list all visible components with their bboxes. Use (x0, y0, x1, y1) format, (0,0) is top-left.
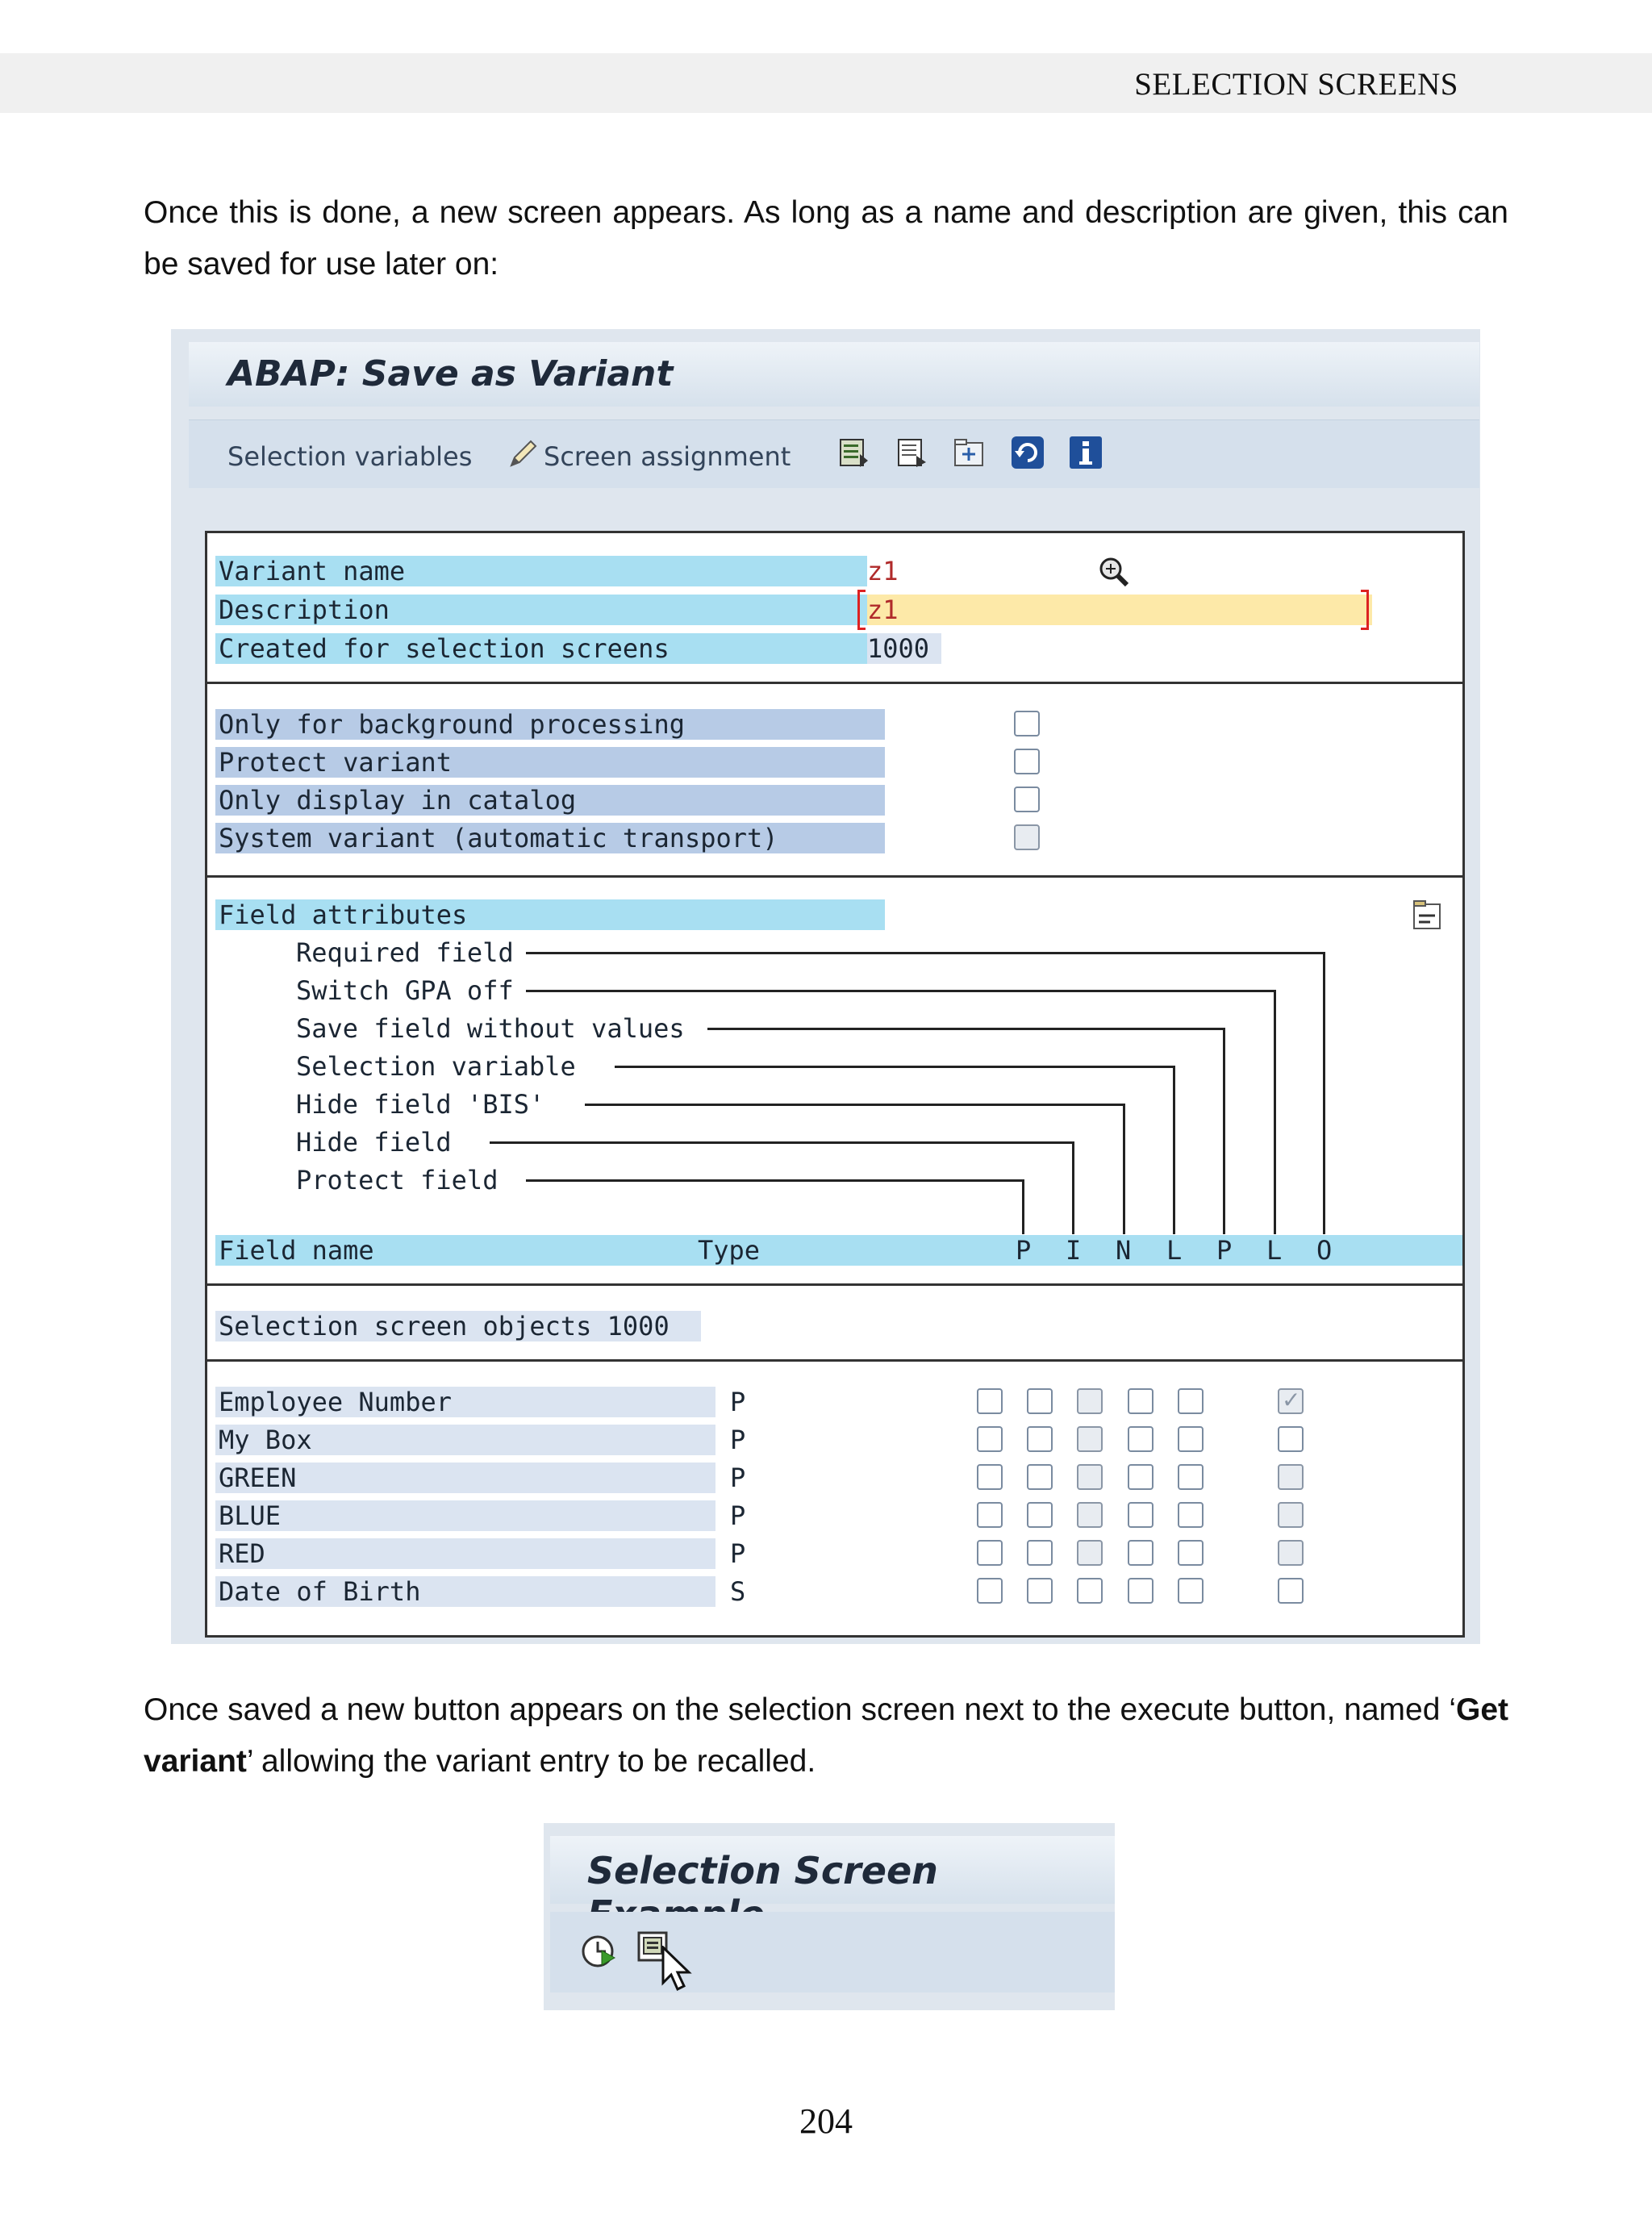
description-value: z1 (867, 595, 899, 625)
mouse-cursor-icon (660, 1946, 692, 1994)
connector-line (526, 990, 1276, 992)
row-checkbox[interactable] (1077, 1578, 1103, 1604)
column-o: O (1316, 1235, 1333, 1266)
connector-line (585, 1104, 1125, 1106)
row-checkbox[interactable] (977, 1388, 1003, 1414)
row-checkbox[interactable] (977, 1578, 1003, 1604)
created-for-value: 1000 (867, 633, 930, 664)
search-help-icon[interactable] (1096, 554, 1132, 590)
selection-screen-title-bar (550, 1836, 1115, 1904)
document-icon[interactable] (894, 435, 929, 470)
attributes-legend-icon[interactable] (1409, 898, 1445, 933)
variant-name-input[interactable] (867, 556, 1101, 586)
row-checkbox[interactable] (1178, 1426, 1204, 1452)
row-checkbox[interactable] (1128, 1578, 1153, 1604)
attr-required-field: Required field (296, 937, 514, 968)
selection-screen-toolbar (550, 1912, 1115, 1992)
row-checkbox[interactable] (1027, 1426, 1053, 1452)
attr-switch-gpa-off: Switch GPA off (296, 975, 514, 1006)
option-label: System variant (automatic transport) (215, 823, 885, 853)
row-checkbox[interactable] (1278, 1426, 1304, 1452)
row-checkbox[interactable] (1278, 1502, 1304, 1528)
row-type: P (730, 1538, 746, 1569)
row-checkbox[interactable] (1178, 1464, 1204, 1490)
connector-line (1123, 1104, 1125, 1234)
row-type: P (730, 1500, 746, 1531)
row-checkbox[interactable] (1077, 1540, 1103, 1566)
connector-line (615, 1066, 1175, 1068)
row-field-name: My Box (215, 1425, 715, 1455)
attr-selection-variable: Selection variable (296, 1051, 576, 1082)
type-header: Type (698, 1235, 761, 1266)
field-name-header: Field name (219, 1235, 374, 1266)
selection-screen-screenshot (544, 1823, 1115, 2010)
connector-line (1274, 990, 1276, 1234)
row-type: S (730, 1576, 746, 1607)
row-field-name: RED (215, 1538, 715, 1569)
row-checkbox[interactable] (1027, 1388, 1053, 1414)
selection-variables-button[interactable]: Selection variables (227, 441, 473, 472)
sap-screen-title: ABAP: Save as Variant (227, 353, 674, 394)
refresh-icon[interactable] (1010, 435, 1045, 470)
sap-toolbar (189, 419, 1479, 488)
objects-heading: Selection screen objects 1000 (215, 1311, 701, 1341)
column-n: N (1116, 1235, 1132, 1266)
variant-name-label: Variant name (215, 556, 867, 586)
row-checkbox[interactable] (1278, 1540, 1304, 1566)
connector-line (526, 1179, 1024, 1182)
row-checkbox-checked[interactable] (1278, 1388, 1304, 1414)
save-variant-screenshot (171, 329, 1480, 1644)
row-checkbox[interactable] (977, 1426, 1003, 1452)
selection-screen-title: Selection Screen (587, 1849, 938, 1892)
row-checkbox[interactable] (1128, 1502, 1153, 1528)
separator (207, 682, 1462, 684)
connector-line (490, 1141, 1074, 1144)
connector-line (1022, 1179, 1024, 1234)
connector-line (1173, 1066, 1175, 1234)
row-checkbox[interactable] (977, 1464, 1003, 1490)
row-type: P (730, 1387, 746, 1417)
row-checkbox[interactable] (1278, 1578, 1304, 1604)
connector-line (526, 952, 1325, 954)
sap-title-bar (189, 342, 1479, 407)
add-icon[interactable] (952, 435, 987, 470)
info-icon[interactable] (1068, 435, 1103, 470)
row-field-name: GREEN (215, 1462, 715, 1493)
catalog-only-checkbox[interactable] (1014, 787, 1040, 812)
row-field-name: Date of Birth (215, 1576, 715, 1607)
attr-protect-field: Protect field (296, 1165, 499, 1195)
row-checkbox[interactable] (1077, 1388, 1103, 1414)
row-checkbox[interactable] (1027, 1540, 1053, 1566)
row-checkbox[interactable] (977, 1540, 1003, 1566)
required-bracket-left (857, 590, 866, 630)
option-label: Only display in catalog (215, 785, 885, 816)
row-checkbox[interactable] (1128, 1388, 1153, 1414)
required-bracket-right (1361, 590, 1369, 630)
row-checkbox[interactable] (1077, 1464, 1103, 1490)
separator (207, 1283, 1462, 1286)
field-attributes-heading: Field attributes (215, 899, 885, 930)
connector-line (1223, 1028, 1225, 1234)
row-checkbox[interactable] (1128, 1426, 1153, 1452)
created-for-label: Created for selection screens (215, 633, 867, 664)
attr-save-without-values: Save field without values (296, 1013, 685, 1044)
column-l: L (1266, 1235, 1283, 1266)
screen-assignment-button[interactable]: Screen assignment (544, 441, 791, 472)
running-header (0, 53, 1652, 113)
row-checkbox[interactable] (1178, 1578, 1204, 1604)
save-icon[interactable] (836, 435, 871, 470)
option-label: Only for background processing (215, 709, 885, 740)
row-field-name: BLUE (215, 1500, 715, 1531)
column-p: P (1016, 1235, 1032, 1266)
attr-hide-field-bis: Hide field 'BIS' (296, 1089, 545, 1120)
connector-line (707, 1028, 1225, 1030)
column-i: I (1066, 1235, 1082, 1266)
row-type: P (730, 1425, 746, 1455)
protect-variant-checkbox[interactable] (1014, 749, 1040, 774)
separator (207, 875, 1462, 878)
paragraph-text: ’ allowing the variant entry to be recalled. (246, 1744, 816, 1779)
row-type: P (730, 1462, 746, 1493)
row-checkbox[interactable] (1128, 1540, 1153, 1566)
attr-hide-field: Hide field (296, 1127, 452, 1158)
row-checkbox[interactable] (1077, 1426, 1103, 1452)
paragraph-text: Once saved a new button appears on the selection screen next to the execute button, named ‘ (144, 1692, 1456, 1727)
variant-name-value: z1 (867, 556, 899, 586)
row-checkbox[interactable] (1178, 1502, 1204, 1528)
column-p: P (1216, 1235, 1233, 1266)
row-checkbox[interactable] (1178, 1388, 1204, 1414)
description-input[interactable] (867, 595, 1372, 625)
execute-icon[interactable] (579, 1931, 620, 1972)
header-title: SELECTION SCREENS (1134, 67, 1458, 102)
system-variant-checkbox[interactable] (1014, 824, 1040, 850)
option-label: Protect variant (215, 747, 885, 778)
row-field-name: Employee Number (215, 1387, 715, 1417)
row-checkbox[interactable] (1178, 1540, 1204, 1566)
connector-line (1323, 952, 1325, 1234)
created-for-field (867, 633, 941, 664)
intro-paragraph: Once this is done, a new screen appears. As long as a name and description are given, this can be saved for use later on: (144, 195, 1508, 282)
row-checkbox[interactable] (1278, 1464, 1304, 1490)
row-checkbox[interactable] (1027, 1502, 1053, 1528)
get-variant-bold: Get variant (144, 1692, 1508, 1779)
row-checkbox[interactable] (1027, 1464, 1053, 1490)
background-processing-checkbox[interactable] (1014, 711, 1040, 736)
row-checkbox[interactable] (1128, 1464, 1153, 1490)
get-variant-paragraph (144, 1684, 1508, 1788)
page-number: 204 (799, 2101, 853, 2141)
connector-line (1072, 1141, 1074, 1234)
description-label: Description (215, 595, 867, 625)
variant-attributes-panel (205, 531, 1465, 1638)
row-checkbox[interactable] (1077, 1502, 1103, 1528)
row-checkbox[interactable] (977, 1502, 1003, 1528)
separator (207, 1359, 1462, 1362)
column-l: L (1166, 1235, 1183, 1266)
row-checkbox[interactable] (1027, 1578, 1053, 1604)
pencil-icon (505, 436, 540, 472)
